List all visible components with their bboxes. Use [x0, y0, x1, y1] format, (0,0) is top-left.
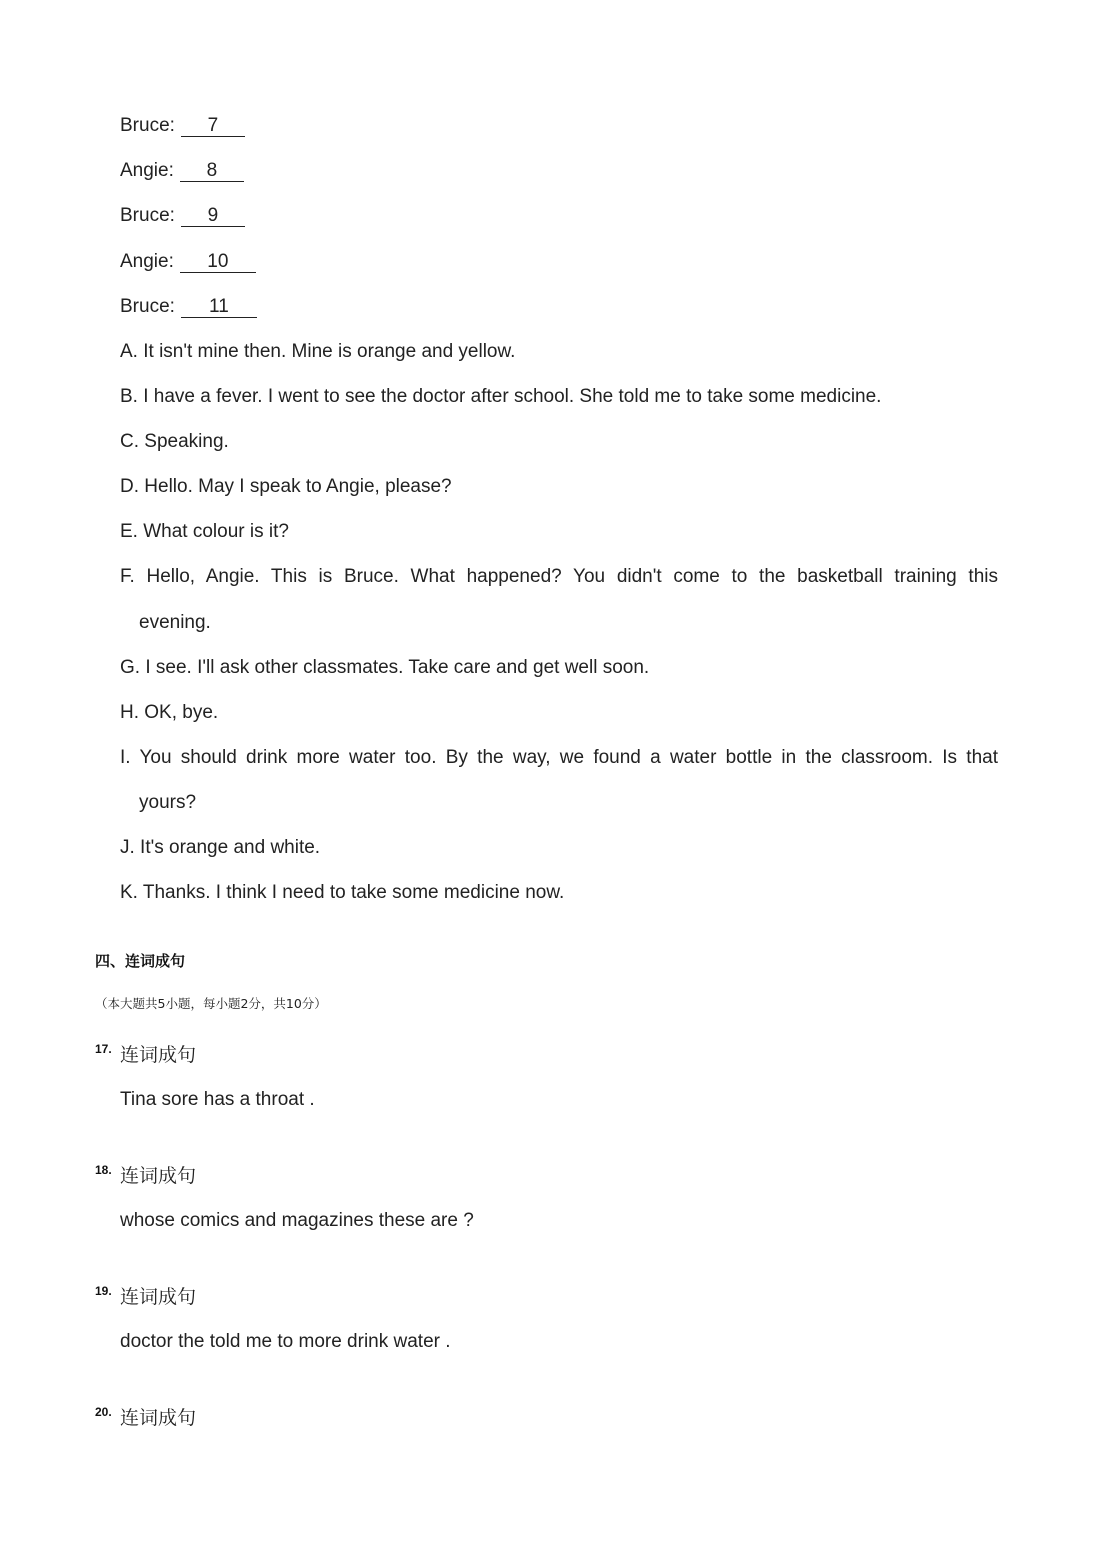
question-number: 19. [95, 1284, 112, 1298]
option-f-continuation: evening. [139, 612, 211, 633]
answer-blank: 9 [181, 206, 245, 227]
question-body: whose comics and magazines these are ? [120, 1210, 474, 1231]
speaker-name: Bruce: [120, 205, 175, 226]
answer-blank: 11 [181, 297, 257, 318]
dialogue-line [120, 295, 257, 319]
answer-blank: 10 [180, 252, 256, 273]
section-title: 四、连词成句 [95, 952, 186, 970]
option-a: A. It isn't mine then. Mine is orange and yellow. [120, 341, 516, 362]
speaker-name: Bruce: [120, 296, 175, 317]
option-b: B. I have a fever. I went to see the doctor after school. She told me to take some medicine. [120, 386, 882, 407]
answer-blank: 7 [181, 116, 245, 137]
option-j: J. It's orange and white. [120, 837, 321, 858]
question-title: 连词成句 [120, 1407, 197, 1429]
question-number: 18. [95, 1163, 112, 1177]
dialogue-line [120, 114, 245, 138]
option-e: E. What colour is it? [120, 521, 289, 542]
option-f: F. Hello, Angie. This is Bruce. What happened? You didn't come to the basketball training this [120, 566, 998, 587]
option-c: C. Speaking. [120, 431, 229, 452]
section-note: （本大题共5小题，每小题2分，共10分） [95, 996, 327, 1011]
question-title: 连词成句 [120, 1286, 197, 1308]
option-h: H. OK, bye. [120, 702, 219, 723]
question-title: 连词成句 [120, 1044, 197, 1066]
speaker-name: Angie: [120, 160, 174, 181]
question-title: 连词成句 [120, 1165, 197, 1187]
dialogue-line [120, 250, 256, 274]
question-body: Tina sore has a throat . [120, 1089, 315, 1110]
option-i-continuation: yours? [139, 792, 197, 813]
answer-blank: 8 [180, 161, 244, 182]
question-body: doctor the told me to more drink water . [120, 1331, 451, 1352]
question-number: 17. [95, 1042, 112, 1056]
dialogue-line [120, 159, 244, 183]
dialogue-line [120, 204, 245, 228]
option-d: D. Hello. May I speak to Angie, please? [120, 476, 452, 497]
option-k: K. Thanks. I think I need to take some medicine now. [120, 882, 565, 903]
option-i: I. You should drink more water too. By the way, we found a water bottle in the classroom. Is that [120, 747, 998, 768]
speaker-name: Angie: [120, 251, 174, 272]
question-number: 20. [95, 1405, 112, 1419]
speaker-name: Bruce: [120, 115, 175, 136]
option-g: G. I see. I'll ask other classmates. Take care and get well soon. [120, 657, 650, 678]
